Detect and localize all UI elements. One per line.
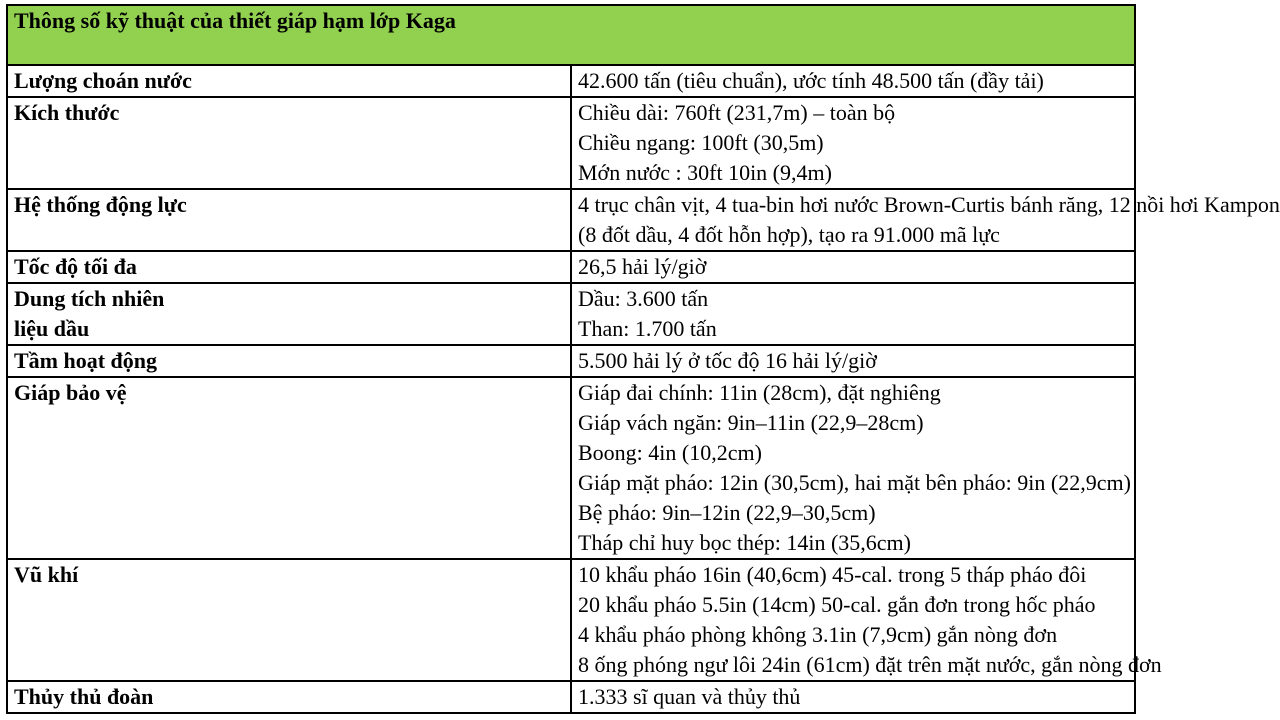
value-line: 26,5 hải lý/giờ xyxy=(578,254,707,279)
row-label-fuel xyxy=(7,283,571,345)
value-line: 10 khẩu pháo 16in (40,6cm) 45-cal. trong 5 tháp pháo đôi xyxy=(578,562,1087,587)
table-row xyxy=(7,283,1135,345)
value-line: 5.500 hải lý ở tốc độ 16 hải lý/giờ xyxy=(578,348,877,373)
value-line: 42.600 tấn (tiêu chuẩn), ước tính 48.500 tấn (đầy tải) xyxy=(578,68,1044,93)
row-value-propulsion xyxy=(571,189,1280,251)
row-value-dimensions xyxy=(571,97,1135,189)
label-line: liệu dầu xyxy=(14,316,90,341)
value-line: 20 khẩu pháo 5.5in (14cm) 50-cal. gắn đơn trong hốc pháo xyxy=(578,592,1096,617)
row-value-armament xyxy=(571,559,1162,681)
value-line: Giáp vách ngăn: 9in–11in (22,9–28cm) xyxy=(578,410,924,435)
value-line: 4 trục chân vịt, 4 tua-bin hơi nước Brown-Curtis bánh răng, 12 nồi hơi Kampon xyxy=(578,192,1280,217)
value-line: 4 khẩu pháo phòng không 3.1in (7,9cm) gắn nòng đơn xyxy=(578,622,1058,647)
row-value-displacement xyxy=(571,65,1135,97)
value-line: Giáp đai chính: 11in (28cm), đặt nghiêng xyxy=(578,380,941,405)
spec-table xyxy=(6,4,1280,714)
value-line: Chiều dài: 760ft (231,7m) – toàn bộ xyxy=(578,100,896,125)
value-line: Giáp mặt pháo: 12in (30,5cm), hai mặt bên pháo: 9in (22,9cm) xyxy=(578,470,1131,495)
title-row xyxy=(7,5,1135,65)
value-line: (8 đốt dầu, 4 đốt hỗn hợp), tạo ra 91.000 mã lực xyxy=(578,222,1000,247)
table-row xyxy=(7,65,1135,97)
value-line: Than: 1.700 tấn xyxy=(578,316,717,341)
row-label-range: Tầm hoạt động xyxy=(7,345,571,377)
row-value-fuel xyxy=(571,283,1135,345)
row-label-dimensions: Kích thước xyxy=(7,97,571,189)
table-row xyxy=(7,681,1135,713)
table-row xyxy=(7,251,1135,283)
value-line: Dầu: 3.600 tấn xyxy=(578,286,709,311)
value-line: Bệ pháo: 9in–12in (22,9–30,5cm) xyxy=(578,500,876,525)
label-line: Dung tích nhiên xyxy=(14,286,165,311)
row-value-armor xyxy=(571,377,1135,559)
table-row xyxy=(7,345,1135,377)
table-row xyxy=(7,559,1135,681)
row-label-displacement: Lượng choán nước xyxy=(7,65,571,97)
row-label-crew: Thủy thủ đoàn xyxy=(7,681,571,713)
value-line: Boong: 4in (10,2cm) xyxy=(578,440,762,465)
table-row xyxy=(7,189,1135,251)
row-value-crew xyxy=(571,681,1135,713)
table-row xyxy=(7,97,1135,189)
row-label-propulsion: Hệ thống động lực xyxy=(7,189,571,251)
row-label-armor: Giáp bảo vệ xyxy=(7,377,571,559)
table-title: Thông số kỹ thuật của thiết giáp hạm lớp Kaga xyxy=(7,5,1135,65)
row-label-speed: Tốc độ tối đa xyxy=(7,251,571,283)
row-value-range xyxy=(571,345,1135,377)
value-line: Tháp chỉ huy bọc thép: 14in (35,6cm) xyxy=(578,530,911,555)
table-row xyxy=(7,377,1135,559)
value-line: 1.333 sĩ quan và thủy thủ xyxy=(578,684,801,709)
row-value-speed xyxy=(571,251,1135,283)
value-line: Mớn nước : 30ft 10in (9,4m) xyxy=(578,160,832,185)
value-line: Chiều ngang: 100ft (30,5m) xyxy=(578,130,824,155)
row-label-armament: Vũ khí xyxy=(7,559,571,681)
value-line: 8 ống phóng ngư lôi 24in (61cm) đặt trên mặt nước, gắn nòng đơn xyxy=(578,652,1162,677)
